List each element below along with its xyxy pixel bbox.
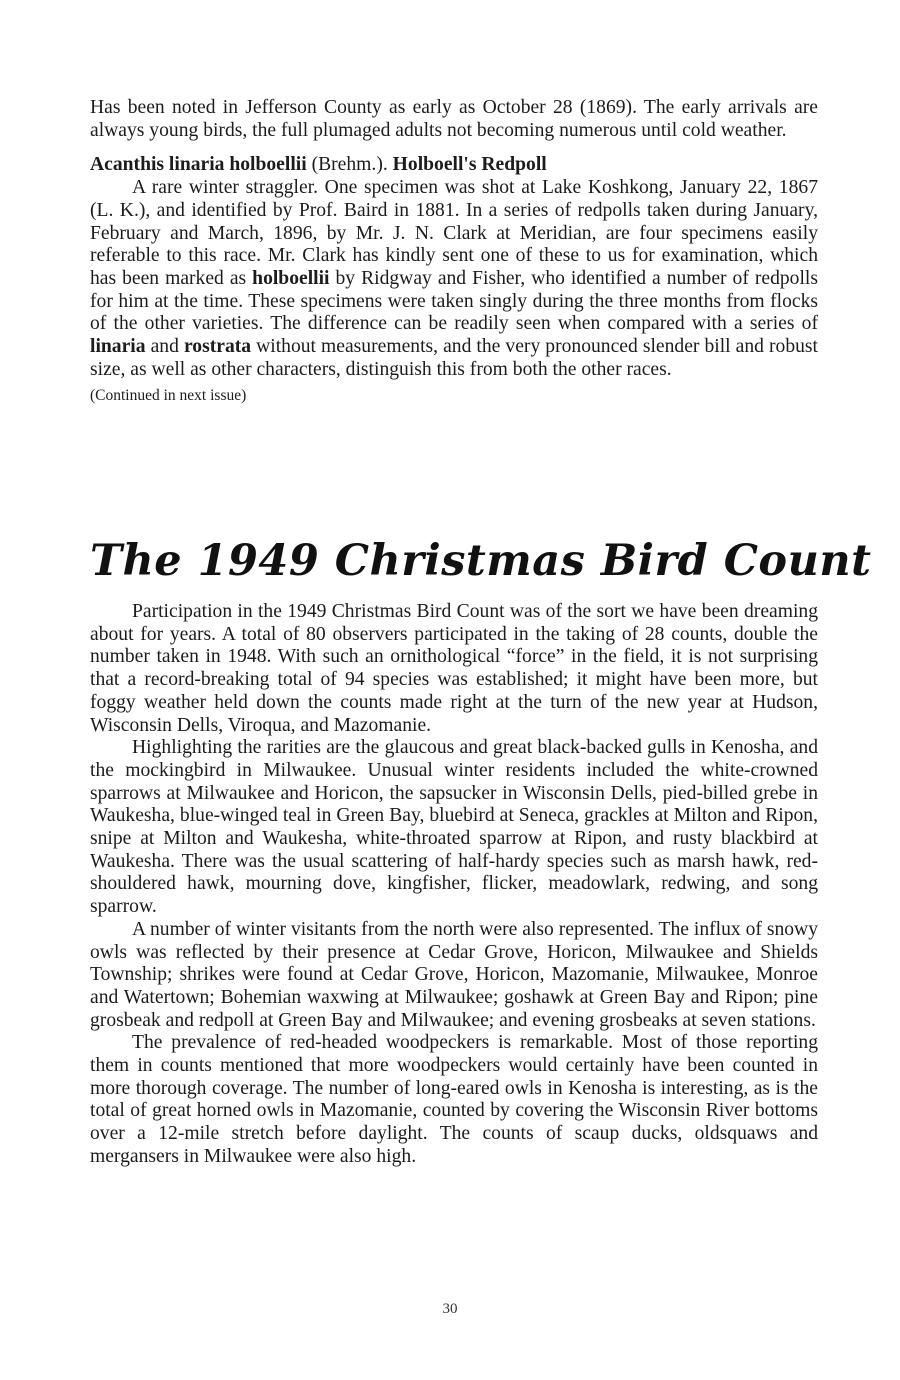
page-number: 30	[442, 1301, 458, 1317]
species-heading	[90, 154, 818, 177]
species-term-rostrata: rostrata	[183, 336, 252, 358]
species-term-linaria: linaria	[90, 336, 146, 358]
article-paragraph-4: The prevalence of red-headed woodpeckers is remarkable. Most of those reporting them in counts mentioned that more woodpeckers would certainly have been counted in more thorough coverage. The number of long-eared owls in Kenosha is interesting, as is the total of great horned owls in Mazomanie, counted by covering the Wisconsin River bottoms over a 12-mile stretch before daylight. The counts of scaup ducks, oldsquaws and mergansers in Milwaukee were also high.	[90, 1032, 818, 1167]
species-term-holboellii: holboellii	[252, 267, 330, 289]
continuation-paragraph: Has been noted in Jefferson County as early as October 28 (1869). The early arrivals are always young birds, the full plumaged adults not becoming numerous until cold weather.	[90, 97, 818, 141]
continued-note: (Continued in next issue)	[90, 387, 247, 405]
species-authority: (Brehm.).	[311, 154, 388, 176]
continued-article	[90, 97, 818, 405]
species-common-name: Holboell's Redpoll	[392, 154, 547, 176]
article-paragraph-1: Participation in the 1949 Christmas Bird Count was of the sort we have been dreaming about for years. A total of 80 observers participated in the taking of 28 counts, double the number taken in 1948. With such an ornithological “force” in the field, it is not surprising that a record-breaking total of 94 species was established; it might have been more, but foggy weather held down the counts made right at the turn of the new year at Hudson, Wisconsin Dells, Viroqua, and Mazomanie.	[90, 601, 818, 736]
species-text-part-4: without measurements, and the very pronounced slender bill and robust size, as well as other characters, distinguish this from both the other races.	[90, 336, 818, 380]
species-text-part-3: and	[150, 336, 179, 358]
article-body	[90, 601, 818, 1169]
article-paragraph-2: Highlighting the rarities are the glaucous and great black-backed gulls in Kenosha, and the mockingbird in Milwaukee. Unusual winter residents included the white-crowned sparrows at Milwaukee and Horicon, the sapsucker in Wisconsin Dells, pied-billed grebe in Waukesha, blue-winged teal in Green Bay, bluebird at Seneca, grackles at Milton and Ripon, snipe at Milton and Waukesha, white-throated sparrow at Ripon, and rusty blackbird at Waukesha. There was the usual scattering of half-hardy species such as marsh hawk, red-shouldered hawk, mourning dove, kingfisher, flicker, meadowlark, redwing, and song sparrow.	[90, 737, 818, 918]
article-paragraph-3: A number of winter visitants from the north were also represented. The influx of snowy owls was reflected by their presence at Cedar Grove, Horicon, Milwaukee and Shields Township; shrikes were found at Cedar Grove, Horicon, Mazomanie, Milwaukee, Monroe and Watertown; Bohemian waxwing at Milwaukee; goshawk at Green Bay and Ripon; pine grosbeak and redpoll at Green Bay and Milwaukee; and evening grosbeaks at seven stations.	[90, 918, 818, 1031]
species-text-part-1: A rare winter straggler. One specimen was shot at Lake Koshkong, January 22, 1867 (L. K.), and identified by Prof. Baird in 1881. In a series of redpolls taken during January, February and March, 1896, by Mr. J. N. Clark at Meridian, are four specimens easily referable to this race. Mr. Clark has kindly sent one of these to us for examination, which has been marked as	[90, 177, 818, 289]
article-title: The 1949 Christmas Bird Count	[90, 536, 872, 586]
species-account-paragraph	[90, 177, 818, 381]
species-text-part-2: by Ridgway and Fisher, who identified a number of redpolls for him at the time. These specimens were taken singly during the three months from flocks of the other varieties. The difference can be readily seen when compared with a series of	[90, 267, 818, 335]
species-scientific-name: Acanthis linaria holboellii	[90, 154, 307, 176]
